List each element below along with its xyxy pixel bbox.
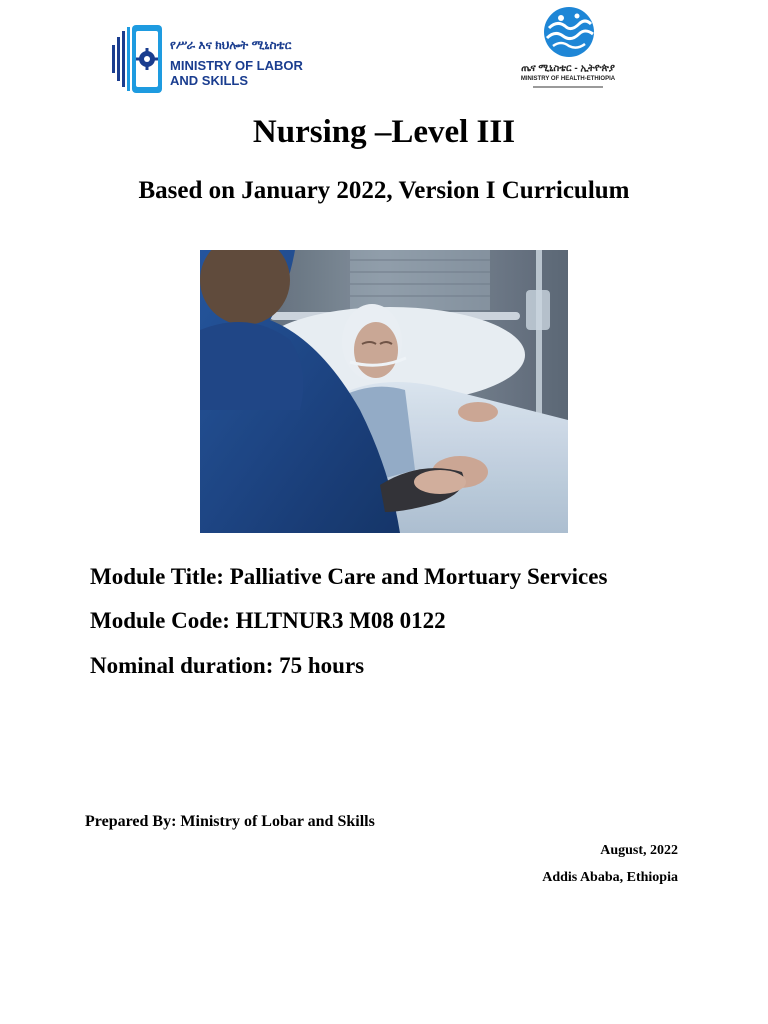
publication-date: August, 2022 bbox=[600, 843, 678, 858]
prepared-by: Prepared By: Ministry of Lobar and Skills bbox=[85, 813, 375, 830]
ministry-of-labor-amharic-name: የሥራ እና ክህሎት ሚኒስቴር bbox=[170, 38, 292, 52]
nominal-duration: Nominal duration: 75 hours bbox=[90, 653, 365, 678]
document-subtitle: Based on January 2022, Version I Curriculum bbox=[138, 177, 630, 204]
module-title: Module Title: Palliative Care and Mortuary Services bbox=[90, 564, 608, 589]
ministry-of-labor-logo bbox=[112, 23, 303, 99]
ministry-of-health-tagline-graphic bbox=[518, 85, 618, 91]
ministry-of-health-english-name: MINISTRY OF HEALTH-ETHIOPIA bbox=[520, 76, 616, 82]
nurse-patient-illustration bbox=[200, 250, 568, 533]
cover-photo bbox=[200, 250, 568, 533]
ministry-of-labor-emblem-icon bbox=[112, 23, 164, 95]
ministry-of-health-amharic-name: ጤና ሚኒስቴር - ኢትዮጵያ bbox=[521, 63, 615, 74]
ministry-of-labor-english-name: MINISTRY OF LABOR AND SKILLS bbox=[170, 58, 303, 88]
document-title: Nursing –Level III bbox=[252, 114, 516, 150]
ministry-of-health-logo bbox=[518, 6, 618, 94]
publication-location: Addis Ababa, Ethiopia bbox=[542, 870, 678, 885]
module-code: Module Code: HLTNUR3 M08 0122 bbox=[90, 608, 446, 633]
globe-emblem-icon bbox=[539, 6, 599, 58]
